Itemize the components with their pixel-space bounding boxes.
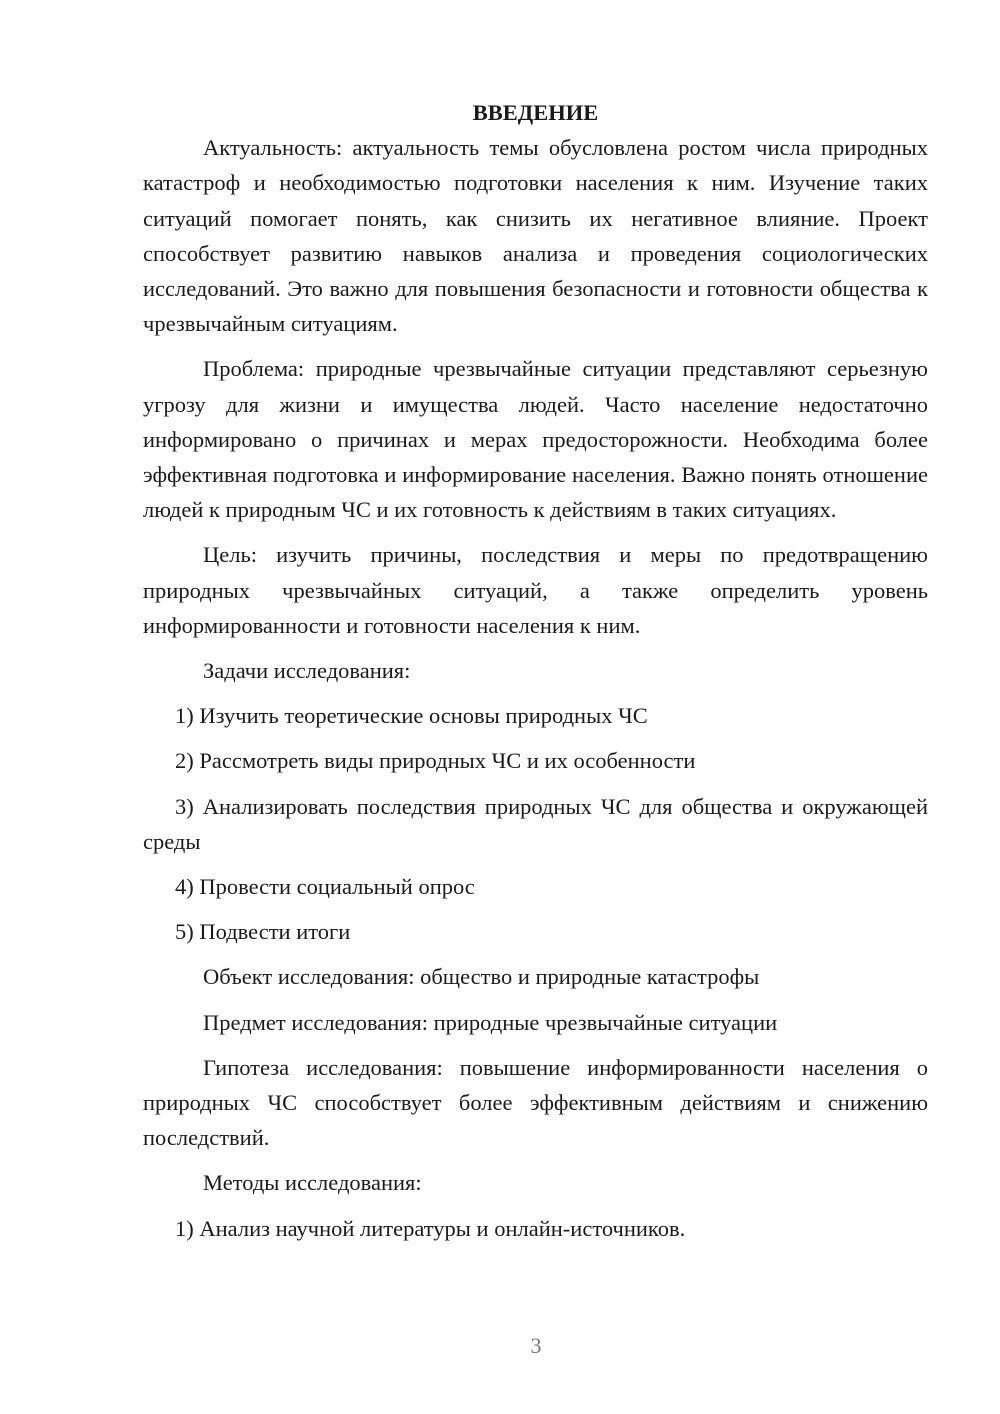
task-item: 4) Провести социальный опрос — [175, 874, 475, 900]
methods-title: Методы исследования: — [203, 1170, 422, 1196]
task-item: 1) Изучить теоретические основы природных ЧС — [175, 703, 648, 729]
problem-paragraph: Проблема: природные чрезвычайные ситуации представляют серьезную угрозу для жизни и имущества людей. Часто население недостаточно информировано о причинах и мерах предосторожности. Необходима более эффективная подготовка и информирование населения. Важно понять отношение людей к природным ЧС и их готовность к действиям в таких ситуациях. — [143, 356, 928, 523]
task-item: 2) Рассмотреть виды природных ЧС и их особенности — [175, 748, 696, 774]
page-number: 3 — [530, 1333, 542, 1358]
object-paragraph: Объект исследования: общество и природные катастрофы — [203, 964, 760, 990]
hypothesis-paragraph: Гипотеза исследования: повышение информированности населения о природных ЧС способствует более эффективным действиям и снижению последствий. — [143, 1054, 928, 1151]
task-item: 5) Подвести итоги — [175, 919, 351, 945]
tasks-title: Задачи исследования: — [203, 658, 411, 684]
method-item: 1) Анализ научной литературы и онлайн-источников. — [175, 1215, 686, 1241]
goal-paragraph: Цель: изучить причины, последствия и меры по предотвращению природных чрезвычайных ситуаций, а также определить уровень информированности и готовности населения к ним. — [143, 542, 928, 638]
section-heading: ВВЕДЕНИЕ — [472, 100, 599, 125]
page-body — [143, 95, 928, 1246]
relevance-paragraph: Актуальность: актуальность темы обусловлена ростом числа природных катастроф и необходимостью подготовки населения к ним. Изучение таких ситуаций помогает понять, как снизить их негативное влияние. Проект способствует развитию навыков анализа и проведения социологических исследований. Это важно для повышения безопасности и готовности общества к чрезвычайным ситуациям. — [143, 135, 928, 337]
subject-paragraph: Предмет исследования: природные чрезвычайные ситуации — [203, 1009, 778, 1035]
task-item: 3) Анализировать последствия природных ЧС для общества и окружающей среды — [143, 793, 928, 854]
